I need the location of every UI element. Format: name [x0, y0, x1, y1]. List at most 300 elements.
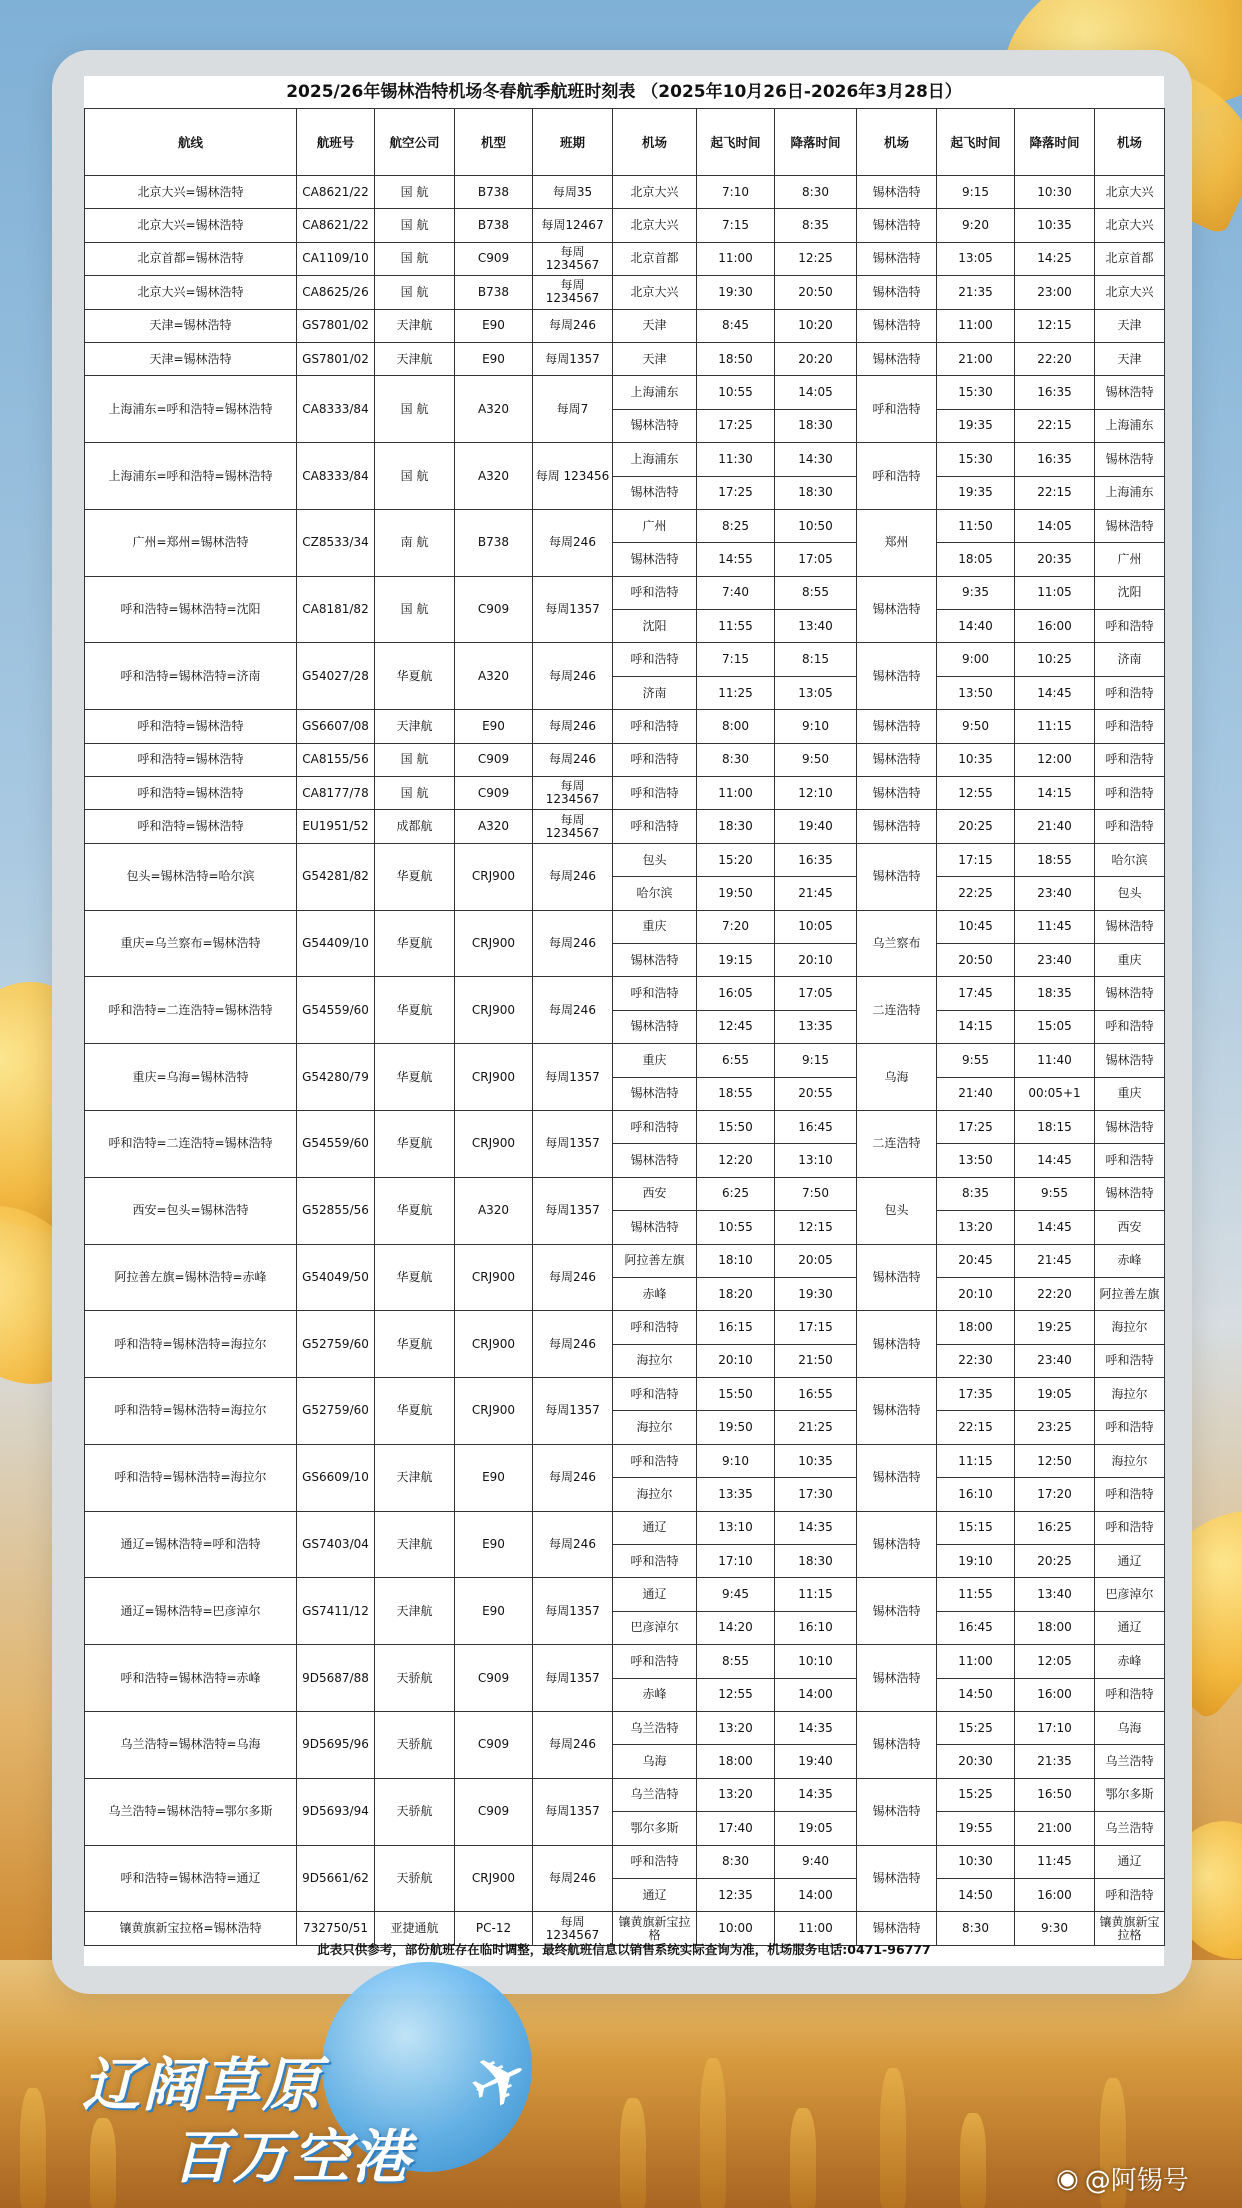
departure-airport-cell: 呼和浩特 — [613, 1444, 697, 1477]
departure-airport-cell: 北京大兴 — [613, 276, 697, 309]
return-departure-time-cell: 15:25 — [937, 1711, 1015, 1744]
table-row — [85, 1378, 1165, 1411]
schedule-days-cell: 每周246 — [533, 309, 613, 342]
return-airport-cell: 呼和浩特 — [1095, 810, 1165, 843]
return-airport-cell: 北京大兴 — [1095, 209, 1165, 242]
arrival-time-cell: 19:05 — [775, 1812, 857, 1845]
return-arrival-time-cell: 13:40 — [1015, 1578, 1095, 1611]
aircraft-type-cell: C909 — [455, 576, 533, 643]
table-row — [85, 443, 1165, 476]
transit-airport-cell: 锡林浩特 — [857, 710, 937, 743]
aircraft-type-cell: E90 — [455, 309, 533, 342]
transit-airport-cell: 锡林浩特 — [857, 643, 937, 710]
flight-number-cell: GS7801/02 — [297, 342, 375, 375]
aircraft-type-cell: CRJ900 — [455, 1845, 533, 1912]
table-row — [85, 1845, 1165, 1878]
departure-airport-cell: 呼和浩特 — [613, 576, 697, 609]
schedule-days-cell: 每周1357 — [533, 1378, 613, 1445]
schedule-days-cell: 每周1357 — [533, 342, 613, 375]
return-arrival-time-cell: 16:35 — [1015, 443, 1095, 476]
departure-time-cell: 18:00 — [697, 1745, 775, 1778]
departure-time-cell: 8:00 — [697, 710, 775, 743]
route-cell: 呼和浩特=锡林浩特 — [85, 743, 297, 776]
aircraft-type-cell: E90 — [455, 1578, 533, 1645]
return-arrival-time-cell: 21:35 — [1015, 1745, 1095, 1778]
return-arrival-time-cell: 9:55 — [1015, 1177, 1095, 1210]
schedule-days-cell: 每周1357 — [533, 1645, 613, 1712]
departure-time-cell: 6:25 — [697, 1177, 775, 1210]
table-row — [85, 710, 1165, 743]
arrival-time-cell: 21:45 — [775, 877, 857, 910]
departure-airport-cell: 锡林浩特 — [613, 1144, 697, 1177]
column-header: 航班号 — [297, 109, 375, 176]
transit-airport-cell: 呼和浩特 — [857, 376, 937, 443]
return-arrival-time-cell: 14:45 — [1015, 1211, 1095, 1244]
airline-cell: 华夏航 — [375, 1044, 455, 1111]
departure-time-cell: 7:15 — [697, 643, 775, 676]
departure-time-cell: 18:10 — [697, 1244, 775, 1277]
transit-airport-cell: 乌海 — [857, 1044, 937, 1111]
return-arrival-time-cell: 19:05 — [1015, 1378, 1095, 1411]
table-row — [85, 1110, 1165, 1143]
return-departure-time-cell: 17:35 — [937, 1378, 1015, 1411]
route-cell: 通辽=锡林浩特=巴彦淖尔 — [85, 1578, 297, 1645]
departure-airport-cell: 重庆 — [613, 910, 697, 943]
arrival-time-cell: 7:50 — [775, 1177, 857, 1210]
departure-time-cell: 10:00 — [697, 1912, 775, 1945]
airline-cell: 华夏航 — [375, 910, 455, 977]
airline-cell: 国 航 — [375, 242, 455, 275]
return-departure-time-cell: 14:40 — [937, 610, 1015, 643]
departure-airport-cell: 天津 — [613, 309, 697, 342]
footer-note: 此表只供参考，部份航班存在临时调整，最终航班信息以销售系统实际查询为准，机场服务电话:0471-96777 — [317, 1942, 931, 1957]
departure-time-cell: 16:15 — [697, 1311, 775, 1344]
return-arrival-time-cell: 16:00 — [1015, 1878, 1095, 1911]
departure-airport-cell: 通辽 — [613, 1578, 697, 1611]
return-arrival-time-cell: 10:25 — [1015, 643, 1095, 676]
arrival-time-cell: 14:00 — [775, 1678, 857, 1711]
return-departure-time-cell: 18:00 — [937, 1311, 1015, 1344]
return-airport-cell: 赤峰 — [1095, 1244, 1165, 1277]
return-airport-cell: 通辽 — [1095, 1545, 1165, 1578]
table-row — [85, 209, 1165, 242]
departure-time-cell: 13:10 — [697, 1511, 775, 1544]
table-row — [85, 376, 1165, 409]
return-arrival-time-cell: 12:00 — [1015, 743, 1095, 776]
arrival-time-cell: 10:35 — [775, 1444, 857, 1477]
return-airport-cell: 包头 — [1095, 877, 1165, 910]
aircraft-type-cell: CRJ900 — [455, 1244, 533, 1311]
return-arrival-time-cell: 16:25 — [1015, 1511, 1095, 1544]
departure-time-cell: 14:55 — [697, 543, 775, 576]
aircraft-type-cell: A320 — [455, 1177, 533, 1244]
route-cell: 北京大兴=锡林浩特 — [85, 176, 297, 209]
return-arrival-time-cell: 16:35 — [1015, 376, 1095, 409]
return-departure-time-cell: 19:55 — [937, 1812, 1015, 1845]
arrival-time-cell: 14:00 — [775, 1878, 857, 1911]
departure-time-cell: 15:20 — [697, 843, 775, 876]
departure-time-cell: 11:00 — [697, 242, 775, 275]
tree-decoration — [960, 2113, 986, 2208]
aircraft-type-cell: B738 — [455, 209, 533, 242]
flight-number-cell: G54559/60 — [297, 1110, 375, 1177]
table-row — [85, 242, 1165, 275]
route-cell: 呼和浩特=锡林浩特=济南 — [85, 643, 297, 710]
route-cell: 北京大兴=锡林浩特 — [85, 209, 297, 242]
arrival-time-cell: 14:35 — [775, 1511, 857, 1544]
arrival-time-cell: 10:05 — [775, 910, 857, 943]
table-row — [85, 1311, 1165, 1344]
return-airport-cell: 呼和浩特 — [1095, 1010, 1165, 1043]
transit-airport-cell: 锡林浩特 — [857, 1444, 937, 1511]
route-cell: 广州=郑州=锡林浩特 — [85, 509, 297, 576]
schedule-days-cell: 每周 1234567 — [533, 1912, 613, 1945]
slogan-line-2: 百万空港 — [172, 2123, 413, 2191]
arrival-time-cell: 13:05 — [775, 676, 857, 709]
table-row — [85, 1778, 1165, 1811]
return-airport-cell: 呼和浩特 — [1095, 1878, 1165, 1911]
return-airport-cell: 天津 — [1095, 342, 1165, 375]
table-row — [85, 1511, 1165, 1544]
table-header-row — [85, 109, 1165, 176]
airline-cell: 天津航 — [375, 342, 455, 375]
flight-number-cell: G52759/60 — [297, 1378, 375, 1445]
return-arrival-time-cell: 22:20 — [1015, 342, 1095, 375]
airline-cell: 天津航 — [375, 1444, 455, 1511]
return-departure-time-cell: 16:45 — [937, 1611, 1015, 1644]
return-arrival-time-cell: 10:35 — [1015, 209, 1095, 242]
schedule-days-cell: 每周246 — [533, 1311, 613, 1378]
flight-number-cell: GS7801/02 — [297, 309, 375, 342]
return-departure-time-cell: 14:50 — [937, 1878, 1015, 1911]
airline-cell: 天骄航 — [375, 1711, 455, 1778]
departure-airport-cell: 广州 — [613, 509, 697, 542]
return-arrival-time-cell: 23:40 — [1015, 943, 1095, 976]
route-cell: 乌兰浩特=锡林浩特=鄂尔多斯 — [85, 1778, 297, 1845]
return-airport-cell: 上海浦东 — [1095, 409, 1165, 442]
transit-airport-cell: 锡林浩特 — [857, 1511, 937, 1578]
return-arrival-time-cell: 20:25 — [1015, 1545, 1095, 1578]
return-departure-time-cell: 20:50 — [937, 943, 1015, 976]
flight-number-cell: G54281/82 — [297, 843, 375, 910]
return-airport-cell: 呼和浩特 — [1095, 710, 1165, 743]
aircraft-type-cell: A320 — [455, 643, 533, 710]
aircraft-type-cell: CRJ900 — [455, 1378, 533, 1445]
route-cell: 北京大兴=锡林浩特 — [85, 276, 297, 309]
flight-number-cell: CA8621/22 — [297, 176, 375, 209]
arrival-time-cell: 10:50 — [775, 509, 857, 542]
aircraft-type-cell: C909 — [455, 1645, 533, 1712]
table-row — [85, 576, 1165, 609]
transit-airport-cell: 锡林浩特 — [857, 276, 937, 309]
return-departure-time-cell: 14:50 — [937, 1678, 1015, 1711]
airline-cell: 天骄航 — [375, 1778, 455, 1845]
schedule-days-cell: 每周1357 — [533, 1778, 613, 1845]
return-airport-cell: 北京首都 — [1095, 242, 1165, 275]
flight-number-cell: G52759/60 — [297, 1311, 375, 1378]
table-row — [85, 777, 1165, 810]
departure-airport-cell: 锡林浩特 — [613, 943, 697, 976]
return-arrival-time-cell: 22:15 — [1015, 476, 1095, 509]
schedule-days-cell: 每周246 — [533, 1244, 613, 1311]
return-arrival-time-cell: 11:05 — [1015, 576, 1095, 609]
table-row — [85, 977, 1165, 1010]
return-airport-cell: 锡林浩特 — [1095, 376, 1165, 409]
airline-cell: 华夏航 — [375, 843, 455, 910]
route-cell: 呼和浩特=锡林浩特 — [85, 777, 297, 810]
departure-time-cell: 12:55 — [697, 1678, 775, 1711]
schedule-days-cell: 每周246 — [533, 743, 613, 776]
return-arrival-time-cell: 21:40 — [1015, 810, 1095, 843]
departure-airport-cell: 海拉尔 — [613, 1411, 697, 1444]
return-airport-cell: 呼和浩特 — [1095, 1411, 1165, 1444]
airline-cell: 成都航 — [375, 810, 455, 843]
return-arrival-time-cell: 11:15 — [1015, 710, 1095, 743]
airline-cell: 华夏航 — [375, 1378, 455, 1445]
aircraft-type-cell: E90 — [455, 1444, 533, 1511]
flight-number-cell: GS7411/12 — [297, 1578, 375, 1645]
route-cell: 呼和浩特=锡林浩特=沈阳 — [85, 576, 297, 643]
departure-airport-cell: 呼和浩特 — [613, 1311, 697, 1344]
flight-number-cell: 9D5661/62 — [297, 1845, 375, 1912]
arrival-time-cell: 16:45 — [775, 1110, 857, 1143]
arrival-time-cell: 14:35 — [775, 1711, 857, 1744]
transit-airport-cell: 二连浩特 — [857, 977, 937, 1044]
departure-time-cell: 15:50 — [697, 1110, 775, 1143]
aircraft-type-cell: C909 — [455, 743, 533, 776]
departure-airport-cell: 呼和浩特 — [613, 1378, 697, 1411]
aircraft-type-cell: C909 — [455, 1778, 533, 1845]
return-arrival-time-cell: 11:40 — [1015, 1044, 1095, 1077]
route-cell: 呼和浩特=二连浩特=锡林浩特 — [85, 1110, 297, 1177]
transit-airport-cell: 锡林浩特 — [857, 1311, 937, 1378]
return-arrival-time-cell: 17:20 — [1015, 1478, 1095, 1511]
route-cell: 呼和浩特=锡林浩特=海拉尔 — [85, 1444, 297, 1511]
transit-airport-cell: 锡林浩特 — [857, 1244, 937, 1311]
return-airport-cell: 锡林浩特 — [1095, 910, 1165, 943]
departure-time-cell: 13:35 — [697, 1478, 775, 1511]
return-departure-time-cell: 13:05 — [937, 242, 1015, 275]
departure-time-cell: 7:10 — [697, 176, 775, 209]
column-header: 机场 — [613, 109, 697, 176]
schedule-days-cell: 每周246 — [533, 1511, 613, 1578]
return-departure-time-cell: 8:35 — [937, 1177, 1015, 1210]
return-arrival-time-cell: 21:45 — [1015, 1244, 1095, 1277]
transit-airport-cell: 锡林浩特 — [857, 1778, 937, 1845]
route-cell: 呼和浩特=锡林浩特=赤峰 — [85, 1645, 297, 1712]
transit-airport-cell: 锡林浩特 — [857, 242, 937, 275]
departure-airport-cell: 重庆 — [613, 1044, 697, 1077]
schedule-days-cell: 每周246 — [533, 1444, 613, 1511]
route-cell: 西安=包头=锡林浩特 — [85, 1177, 297, 1244]
departure-time-cell: 13:20 — [697, 1711, 775, 1744]
departure-time-cell: 20:10 — [697, 1344, 775, 1377]
departure-airport-cell: 海拉尔 — [613, 1478, 697, 1511]
departure-airport-cell: 呼和浩特 — [613, 977, 697, 1010]
airplane-icon: ✈ — [455, 2031, 544, 2131]
departure-time-cell: 9:10 — [697, 1444, 775, 1477]
arrival-time-cell: 16:35 — [775, 843, 857, 876]
return-airport-cell: 呼和浩特 — [1095, 1478, 1165, 1511]
departure-time-cell: 12:35 — [697, 1878, 775, 1911]
arrival-time-cell: 9:15 — [775, 1044, 857, 1077]
arrival-time-cell: 17:05 — [775, 543, 857, 576]
aircraft-type-cell: C909 — [455, 242, 533, 275]
departure-airport-cell: 北京首都 — [613, 242, 697, 275]
return-airport-cell: 呼和浩特 — [1095, 1678, 1165, 1711]
schedule-days-cell: 每周1357 — [533, 1044, 613, 1111]
arrival-time-cell: 13:35 — [775, 1010, 857, 1043]
return-departure-time-cell: 9:55 — [937, 1044, 1015, 1077]
departure-time-cell: 8:45 — [697, 309, 775, 342]
flight-number-cell: CA1109/10 — [297, 242, 375, 275]
departure-airport-cell: 巴彦淖尔 — [613, 1611, 697, 1644]
return-arrival-time-cell: 23:00 — [1015, 276, 1095, 309]
aircraft-type-cell: CRJ900 — [455, 1044, 533, 1111]
column-header: 机场 — [1095, 109, 1165, 176]
departure-airport-cell: 鄂尔多斯 — [613, 1812, 697, 1845]
aircraft-type-cell: C909 — [455, 777, 533, 810]
aircraft-type-cell: PC-12 — [455, 1912, 533, 1945]
return-departure-time-cell: 14:15 — [937, 1010, 1015, 1043]
return-airport-cell: 西安 — [1095, 1211, 1165, 1244]
airline-cell: 南 航 — [375, 509, 455, 576]
departure-airport-cell: 西安 — [613, 1177, 697, 1210]
schedule-days-cell: 每周246 — [533, 1711, 613, 1778]
arrival-time-cell: 19:40 — [775, 1745, 857, 1778]
table-row — [85, 1177, 1165, 1210]
tree-decoration — [790, 2108, 816, 2208]
arrival-time-cell: 13:10 — [775, 1144, 857, 1177]
departure-time-cell: 16:05 — [697, 977, 775, 1010]
schedule-days-cell: 每周35 — [533, 176, 613, 209]
schedule-days-cell: 每周246 — [533, 710, 613, 743]
return-departure-time-cell: 21:00 — [937, 342, 1015, 375]
departure-time-cell: 9:45 — [697, 1578, 775, 1611]
route-cell: 包头=锡林浩特=哈尔滨 — [85, 843, 297, 910]
arrival-time-cell: 20:10 — [775, 943, 857, 976]
flight-number-cell: CA8177/78 — [297, 777, 375, 810]
return-airport-cell: 乌兰浩特 — [1095, 1745, 1165, 1778]
return-departure-time-cell: 15:25 — [937, 1778, 1015, 1811]
table-row — [85, 1444, 1165, 1477]
table-row — [85, 276, 1165, 309]
tree-decoration — [90, 2118, 116, 2208]
return-airport-cell: 沈阳 — [1095, 576, 1165, 609]
return-airport-cell: 阿拉善左旗 — [1095, 1277, 1165, 1310]
flight-number-cell: 9D5693/94 — [297, 1778, 375, 1845]
return-departure-time-cell: 9:20 — [937, 209, 1015, 242]
return-departure-time-cell: 9:15 — [937, 176, 1015, 209]
arrival-time-cell: 17:05 — [775, 977, 857, 1010]
aircraft-type-cell: CRJ900 — [455, 843, 533, 910]
return-departure-time-cell: 22:25 — [937, 877, 1015, 910]
route-cell: 镶黄旗新宝拉格=锡林浩特 — [85, 1912, 297, 1945]
schedule-days-cell: 每周246 — [533, 910, 613, 977]
airline-cell: 天骄航 — [375, 1845, 455, 1912]
schedule-days-cell: 每周246 — [533, 977, 613, 1044]
transit-airport-cell: 锡林浩特 — [857, 1578, 937, 1645]
return-departure-time-cell: 9:35 — [937, 576, 1015, 609]
tree-decoration — [700, 2058, 726, 2208]
column-header: 起飞时间 — [697, 109, 775, 176]
return-arrival-time-cell: 14:45 — [1015, 1144, 1095, 1177]
flight-number-cell: 732750/51 — [297, 1912, 375, 1945]
return-departure-time-cell: 15:30 — [937, 443, 1015, 476]
flight-number-cell: GS6609/10 — [297, 1444, 375, 1511]
transit-airport-cell: 锡林浩特 — [857, 1845, 937, 1912]
arrival-time-cell: 20:55 — [775, 1077, 857, 1110]
return-arrival-time-cell: 18:15 — [1015, 1110, 1095, 1143]
departure-time-cell: 11:55 — [697, 610, 775, 643]
airline-cell: 华夏航 — [375, 1110, 455, 1177]
return-airport-cell: 呼和浩特 — [1095, 1144, 1165, 1177]
departure-airport-cell: 呼和浩特 — [613, 743, 697, 776]
departure-airport-cell: 北京大兴 — [613, 209, 697, 242]
return-departure-time-cell: 15:30 — [937, 376, 1015, 409]
return-departure-time-cell: 19:10 — [937, 1545, 1015, 1578]
schedule-days-cell: 每周246 — [533, 843, 613, 910]
return-arrival-time-cell: 15:05 — [1015, 1010, 1095, 1043]
transit-airport-cell: 锡林浩特 — [857, 576, 937, 643]
watermark — [1056, 2160, 1189, 2197]
transit-airport-cell: 郑州 — [857, 509, 937, 576]
return-departure-time-cell: 10:30 — [937, 1845, 1015, 1878]
aircraft-type-cell: B738 — [455, 509, 533, 576]
route-cell: 上海浦东=呼和浩特=锡林浩特 — [85, 376, 297, 443]
return-departure-time-cell: 22:30 — [937, 1344, 1015, 1377]
departure-airport-cell: 北京大兴 — [613, 176, 697, 209]
route-cell: 重庆=乌兰察布=锡林浩特 — [85, 910, 297, 977]
return-arrival-time-cell: 22:20 — [1015, 1277, 1095, 1310]
departure-time-cell: 7:15 — [697, 209, 775, 242]
column-header: 机场 — [857, 109, 937, 176]
column-header: 起飞时间 — [937, 109, 1015, 176]
arrival-time-cell: 9:10 — [775, 710, 857, 743]
transit-airport-cell: 锡林浩特 — [857, 743, 937, 776]
departure-time-cell: 18:55 — [697, 1077, 775, 1110]
route-cell: 天津=锡林浩特 — [85, 309, 297, 342]
return-arrival-time-cell: 19:25 — [1015, 1311, 1095, 1344]
return-airport-cell: 呼和浩特 — [1095, 1511, 1165, 1544]
flight-number-cell: G54409/10 — [297, 910, 375, 977]
departure-airport-cell: 呼和浩特 — [613, 710, 697, 743]
return-airport-cell: 海拉尔 — [1095, 1311, 1165, 1344]
arrival-time-cell: 18:30 — [775, 409, 857, 442]
route-cell: 呼和浩特=锡林浩特=通辽 — [85, 1845, 297, 1912]
arrival-time-cell: 13:40 — [775, 610, 857, 643]
return-airport-cell: 上海浦东 — [1095, 476, 1165, 509]
table-row — [85, 643, 1165, 676]
aircraft-type-cell: E90 — [455, 710, 533, 743]
route-cell: 呼和浩特=锡林浩特=海拉尔 — [85, 1311, 297, 1378]
schedule-days-cell: 每周 1234567 — [533, 242, 613, 275]
departure-airport-cell: 海拉尔 — [613, 1344, 697, 1377]
airline-cell: 国 航 — [375, 743, 455, 776]
departure-airport-cell: 呼和浩特 — [613, 1845, 697, 1878]
return-arrival-time-cell: 23:40 — [1015, 877, 1095, 910]
timetable-sheet — [84, 76, 1164, 1966]
departure-time-cell: 8:30 — [697, 743, 775, 776]
arrival-time-cell: 10:20 — [775, 309, 857, 342]
return-arrival-time-cell: 23:25 — [1015, 1411, 1095, 1444]
departure-time-cell: 13:20 — [697, 1778, 775, 1811]
return-arrival-time-cell: 9:30 — [1015, 1912, 1095, 1945]
departure-time-cell: 17:25 — [697, 409, 775, 442]
airline-cell: 天津航 — [375, 710, 455, 743]
departure-time-cell: 11:00 — [697, 777, 775, 810]
departure-airport-cell: 锡林浩特 — [613, 543, 697, 576]
